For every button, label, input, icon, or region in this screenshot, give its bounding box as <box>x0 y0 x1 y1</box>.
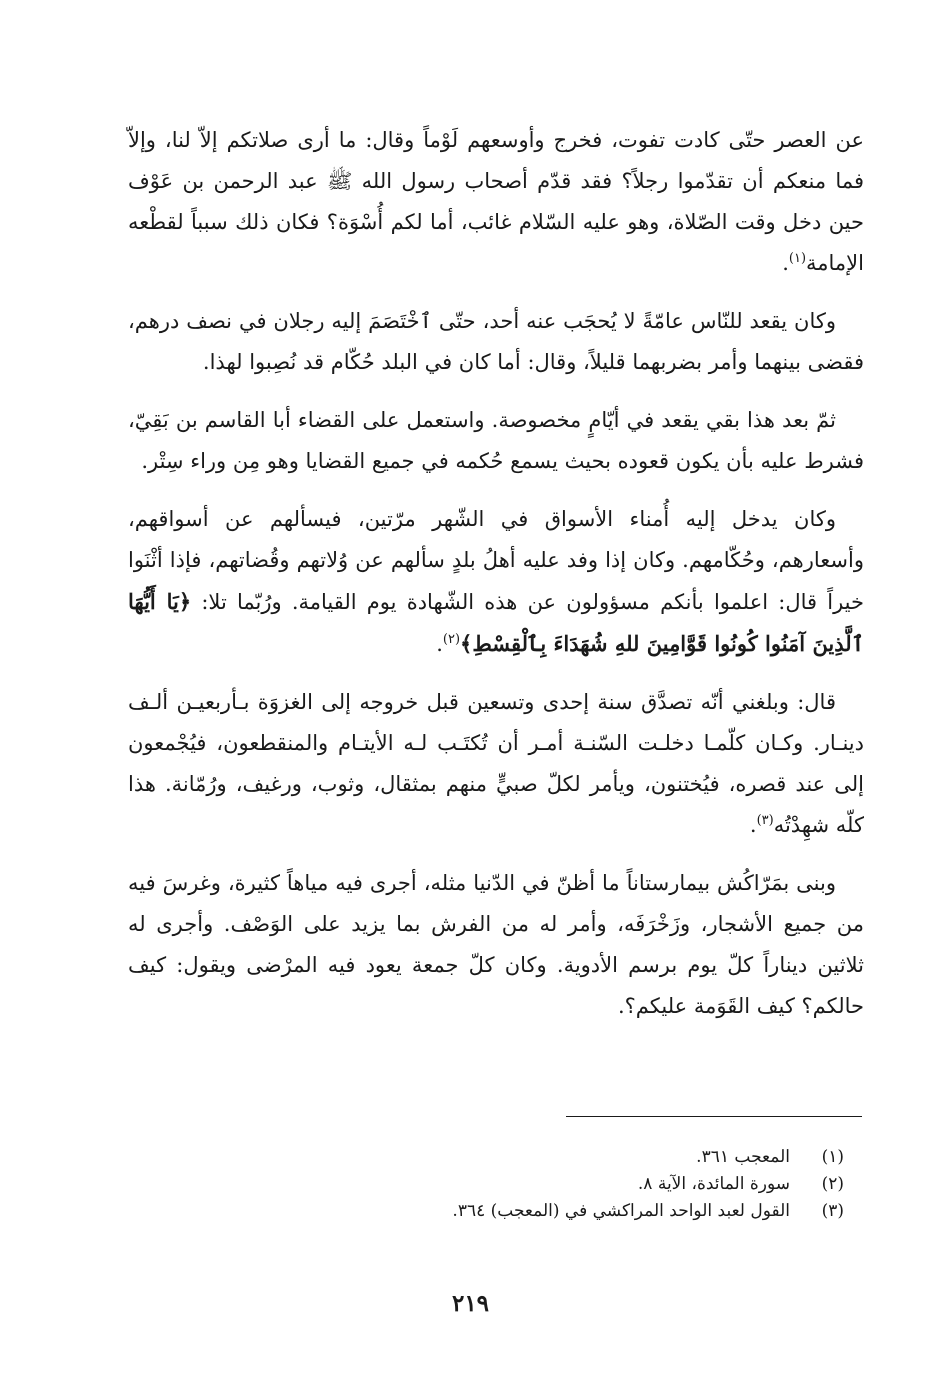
paragraph-1-end: . <box>782 251 789 275</box>
paragraph-4 <box>128 499 864 665</box>
paragraph-2-text: وكان يقعد للنّاس عامّةً لا يُحجَب عنه أحد، حتّى ٱخْتَصَمَ إليه رجلان في نصف درهم، فقضى بينهما وأمر بضربهما قليلاً، وقال: أما كان في البلد حُكّام قد نُصِبوا لهذا. <box>128 309 864 374</box>
footnote-2 <box>300 1171 844 1198</box>
footnote-3 <box>300 1198 844 1225</box>
paragraph-2 <box>128 301 864 383</box>
footnote-1-text: المعجب ٣٦١. <box>696 1147 790 1167</box>
footnote-1-number: (١) <box>821 1147 844 1167</box>
paragraph-4-end: . <box>436 632 443 656</box>
footnote-1 <box>300 1144 844 1171</box>
page-number: ٢١٩ <box>451 1290 490 1317</box>
paragraph-5-text: قال: وبلغني أنّه تصدَّق سنة إحدى وتسعين قبل خروجه إلى الغزوَة بـأربعيـن ألـف دينـار. وكـان كلّمـا دخلـت السّنـة أمـر أن تُكتَـب لـه الأيتـام والمنقطعون، فيُجْمعون إلى عند قصره، فيُختنون، ويأمر لكلّ صبيٍّ منهم بمثقال، وثوب، ورغيف، ورُمّانة. هذا كلّه شهِدْتُه <box>128 690 864 837</box>
paragraph-1-text: عن العصر حتّى كادت تفوت، فخرج وأوسعهم لَوْماً وقال: ما أرى صلاتكم إلاّ لنا، وإلاّ فما منعكم أن تقدّموا رجلاً؟ فقد قدّم أصحاب رسول الله ﷺ عبد الرحمن بن عَوْف حين دخل وقت الصّلاة، وهو عليه السّلام غائب، أما لكم أُسْوَة؟ فكان ذلك سبباً لقطْعه الإمامة <box>128 128 864 275</box>
footnote-3-number: (٣) <box>821 1201 844 1221</box>
paragraph-1 <box>128 120 864 284</box>
paragraph-5-end: . <box>749 813 757 837</box>
main-text <box>128 120 864 1044</box>
paragraph-4-text: وكان يدخل إليه أُمناء الأسواق في الشّهر مرّتين، فيسألهم عن أسواقهم، وأسعارهم، وحُكّامهم. وكان إذا وفد عليه أهلُ بلدٍ سألهم عن وُلاتهم وقُضاتهم، فإذا أثْنَوا خيراً قال: اعلموا بأنكم مسؤولون عن هذه الشّهادة يوم القيامة. ورُبّما تلا: <box>128 507 864 614</box>
paragraph-3-text: ثمّ بعد هذا بقي يقعد في أيّامٍ مخصوصة. واستعمل على القضاء أبا القاسم بن بَقِيّ، فشرط عليه بأن يكون قعوده بحيث يسمع حُكمه في جميع القضايا وهو مِن وراء سِتْر. <box>128 408 864 473</box>
paragraph-6 <box>128 863 864 1027</box>
footnote-ref-3: (٣) <box>756 813 774 828</box>
footnote-divider <box>566 1116 862 1117</box>
paragraph-3 <box>128 400 864 482</box>
footnote-2-text: سورة المائدة، الآية ٨. <box>637 1174 790 1194</box>
paragraph-5 <box>128 682 864 846</box>
paragraph-6-text: وبنى بمَرّاكُش بيمارستاناً ما أظنّ في الدّنيا مثله، أجرى فيه مياهاً كثيرة، وغرسَ فيه من جميع الأشجار، وزَخْرَفَه، وأمر له من الفرش بما يزيد على الوَصْف. وأجرى له ثلاثين ديناراً كلّ يوم برسم الأدوية. وكان كلّ جمعة يعود فيه المرْضى ويقول: كيف حالكم؟ كيف القَوَمة عليكم؟. <box>128 871 864 1018</box>
footnote-ref-1: (١) <box>788 251 807 266</box>
quran-verse: ﴿يَا أَيُّهَا ٱلَّذِينَ آمَنُوا كُونُوا قَوَّامِينَ للهِ شُهَدَاءَ بِٱلْقِسْطِ﴾ <box>128 589 864 656</box>
footnote-ref-2: (٢) <box>442 632 461 647</box>
footnote-2-number: (٢) <box>821 1174 844 1194</box>
footnotes <box>300 1144 844 1225</box>
footnote-3-text: القول لعبد الواحد المراكشي في (المعجب) ٣٦٤. <box>452 1201 790 1221</box>
